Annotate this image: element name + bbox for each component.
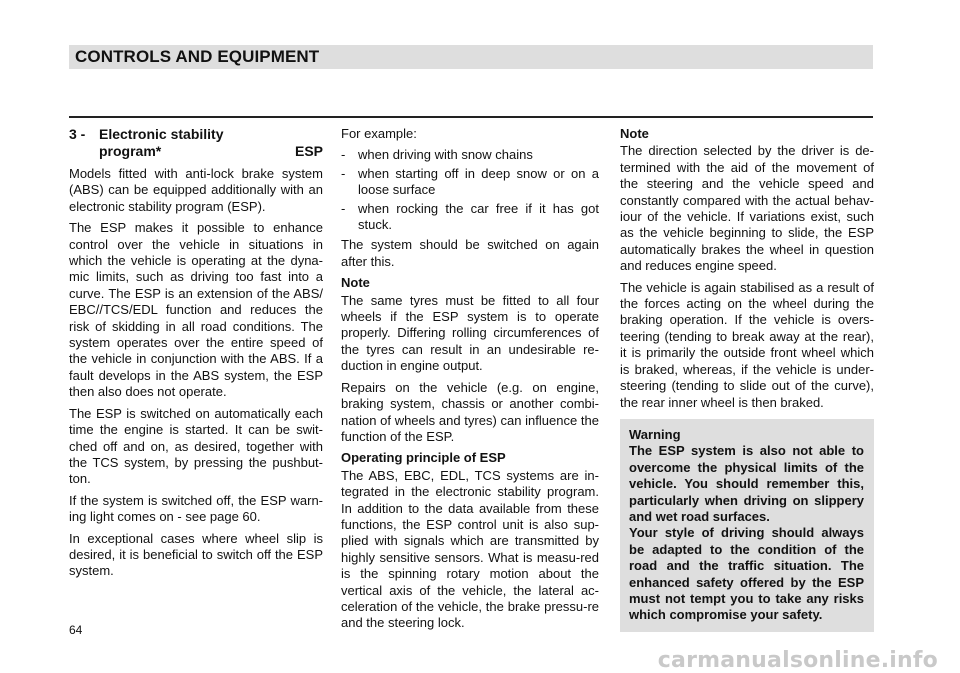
list-item-text: when starting off in deep snow or on a loose surface: [358, 165, 599, 198]
page-number: 64: [69, 623, 83, 637]
warning-title: Warning: [629, 426, 681, 442]
example-list: [341, 147, 599, 233]
section-title-line1: Electronic stability: [99, 126, 224, 142]
paragraph: The vehicle is again stabilised as a result of the forces acting on the wheel during the braking operation. If the vehicle is overs-teering (tending to break away at the rear), it is primarily the outside front wheel which is braked, whereas, if the vehicle is under-steering (tending to slide out of the curve), the rear inner wheel is then braked.: [620, 279, 874, 410]
list-item: [341, 147, 599, 163]
section-title-line2-wrap: [69, 143, 323, 160]
note-label: Note: [620, 126, 649, 141]
subheading: Operating principle of ESP: [341, 450, 506, 466]
dash-bullet: -: [341, 165, 346, 181]
chapter-title: CONTROLS AND EQUIPMENT: [75, 47, 320, 66]
paragraph: The ESP is switched on automatically each time the engine is started. It can be swit-ched off and on, as desired, together with the TCS system, by pressing the pushbut-ton.: [69, 405, 323, 487]
column-right: [620, 126, 874, 632]
warning-box: [620, 419, 874, 632]
section-title-line2: program*: [99, 143, 162, 159]
list-item-text: when rocking the car free if it has got stuck.: [358, 200, 599, 233]
paragraph: The system should be switched on again after this.: [341, 237, 599, 269]
section-heading: [69, 126, 323, 160]
list-item-text: when driving with snow chains: [358, 147, 533, 163]
paragraph: Repairs on the vehicle (e.g. on engine, braking system, chassis or another combi-nation of wheels and tyres) can influence the function of the ESP.: [341, 379, 599, 444]
list-item: [341, 166, 599, 199]
paragraph: For example:: [341, 126, 417, 141]
warning-text: Your style of driving should always be adapted to the condition of the road and the traffic situation. The enhanced safety offered by the ESP must not tempt you to take any risks which compromise your safety.: [629, 525, 864, 623]
paragraph: The ESP makes it possible to enhance control over the vehicle in situations in which the vehicle is operating at the dyna-mic limits, such as driving too fast into a curve. The ESP is an extension of the ABS/ EBC//TCS/EDL function and reduces the risk of skidding in all road conditions. The system operates over the entire speed of the vehicle in conjunction with the ABS. If a fault develops in the ABS system, the ESP then also does not operate.: [69, 220, 323, 400]
paragraph: If the system is switched off, the ESP warn-ing light comes on - see page 60.: [69, 492, 323, 525]
paragraph: In exceptional cases where wheel slip is desired, it is beneficial to switch off the ESP system.: [69, 530, 323, 579]
paragraph: Models fitted with anti-lock brake system (ABS) can be equipped additionally with an electronic stability program (ESP).: [69, 166, 323, 214]
column-left: [69, 126, 323, 585]
dash-bullet: -: [341, 147, 346, 163]
warning-text: The ESP system is also not able to overcome the physical limits of the vehicle. You should remember this, particularly when driving on slippery and wet road surfaces.: [629, 443, 864, 524]
section-divider: [69, 116, 873, 118]
section-abbreviation: ESP: [294, 143, 323, 159]
list-item: [341, 201, 599, 234]
dash-bullet: -: [341, 200, 346, 216]
note-label: Note: [341, 275, 370, 291]
paragraph: The ABS, EBC, EDL, TCS systems are in-tegrated in the electronic stability program. In addition to the data available from these functions, the ESP control unit is also sup-plied with signals which are transmitted by highly sensitive sensors. What is measu-red is the spinning rotary motion about the vertical axis of the vehicle, the lateral ac-celeration of the vehicle, the brake pressu-re and the steering lock.: [341, 467, 599, 631]
paragraph: The same tyres must be fitted to all four wheels if the ESP system is to operate properly. Differing rolling circumferences of the tyres can result in an undesirable re-duction in engine output.: [341, 292, 599, 374]
watermark: carmanualsonline.info: [657, 648, 938, 673]
column-middle: [341, 126, 599, 637]
chapter-header-bar: [69, 45, 873, 69]
section-number: 3 -: [69, 126, 86, 142]
paragraph: The direction selected by the driver is de-termined with the aid of the movement of the steering and the vehicle speed and constantly compared with the actual behav-iour of the vehicle. If variations exist, such as the vehicle beginning to slide, the ESP automatically brakes the wheel in question and reduces engine speed.: [620, 143, 874, 274]
